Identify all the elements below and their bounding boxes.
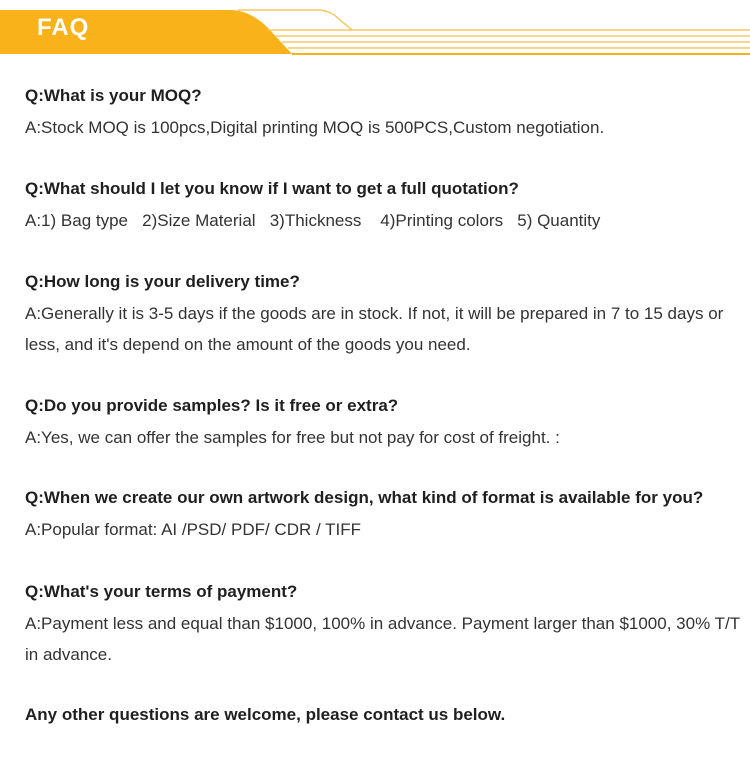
faq-list: [25, 84, 740, 670]
contact-note: Any other questions are welcome, please contact us below.: [25, 705, 506, 724]
faq-item: [25, 580, 740, 670]
faq-question: Q:What is your MOQ?: [25, 86, 202, 105]
faq-answer: A:1) Bag type 2)Size Material 3)Thickness 4)Printing colors 5) Quantity: [25, 211, 601, 230]
faq-question: Q:When we create our own artwork design, what kind of format is available for you?: [25, 488, 704, 507]
faq-question: Q:How long is your delivery time?: [25, 272, 300, 291]
faq-item: [25, 394, 740, 486]
faq-answer: A:Payment less and equal than $1000, 100% in advance. Payment larger than $1000, 30% T/T in advance.: [25, 614, 740, 664]
faq-question: Q:What's your terms of payment?: [25, 582, 298, 601]
banner-graphic: [0, 0, 750, 60]
faq-answer: A:Yes, we can offer the samples for free but not pay for cost of freight. :: [25, 428, 560, 447]
faq-item: [25, 486, 740, 580]
faq-answer: A:Generally it is 3-5 days if the goods are in stock. If not, it will be prepared in 7 to 15 days or less, and it's depend on the amount of the goods you need.: [25, 304, 724, 354]
page-title: FAQ: [37, 14, 90, 41]
faq-question: Q:What should I let you know if I want to get a full quotation?: [25, 179, 519, 198]
faq-item: [25, 270, 740, 394]
faq-item: [25, 177, 740, 270]
faq-question: Q:Do you provide samples? Is it free or extra?: [25, 396, 399, 415]
faq-answer: A:Stock MOQ is 100pcs,Digital printing MOQ is 500PCS,Custom negotiation.: [25, 118, 605, 137]
faq-answer: A:Popular format: AI /PSD/ PDF/ CDR / TIFF: [25, 520, 361, 539]
faq-banner: [0, 0, 750, 60]
faq-item: [25, 84, 740, 177]
